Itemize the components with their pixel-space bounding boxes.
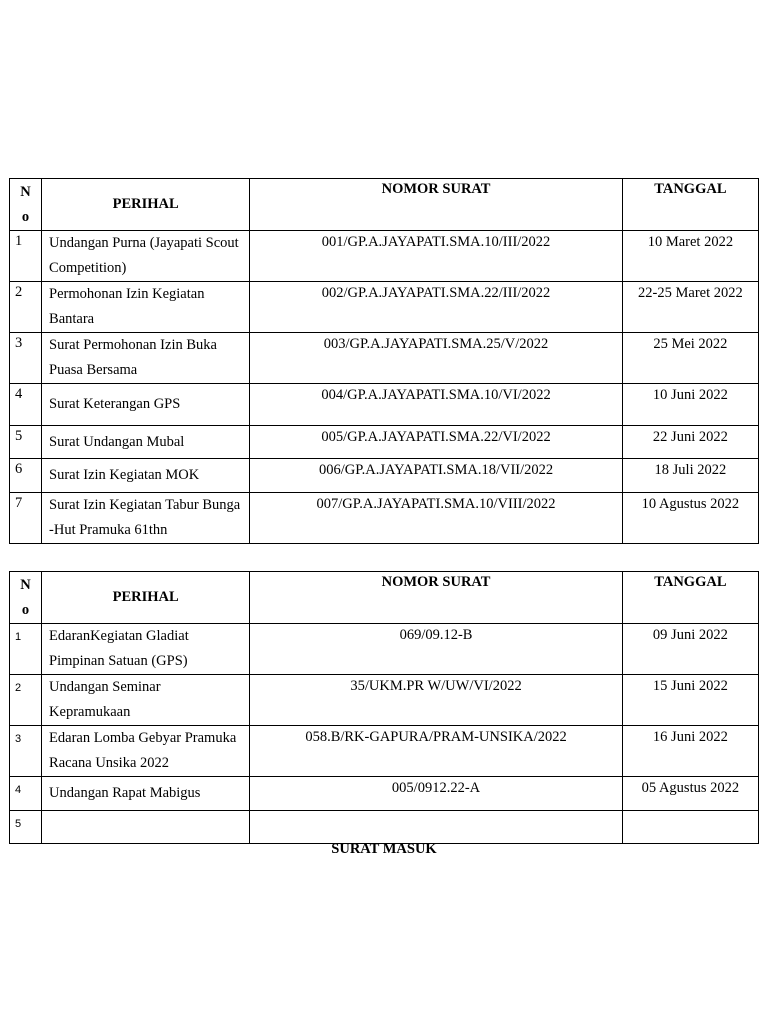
table-row [10, 493, 759, 544]
row-tanggal: 10 Agustus 2022 [622, 493, 758, 544]
table-row [10, 726, 759, 777]
row-nomor-surat: 005/0912.22-A [250, 777, 622, 811]
row-nomor-surat: 001/GP.A.JAYAPATI.SMA.10/III/2022 [250, 231, 622, 282]
table-row [10, 675, 759, 726]
table-caption: SURAT MASUK [331, 841, 437, 857]
row-tanggal: 22 Juni 2022 [622, 426, 758, 459]
header-tanggal: TANGGAL [622, 572, 758, 624]
row-perihal: Edaran Lomba Gebyar Pramuka Racana Unsika 2022 [42, 726, 250, 777]
row-perihal: Surat Keterangan GPS [42, 384, 250, 426]
table-row [10, 811, 759, 844]
row-no: 4 [10, 384, 42, 426]
header-nomor-surat: NOMOR SURAT [250, 572, 622, 624]
row-perihal: Permohonan Izin Kegiatan Bantara [42, 282, 250, 333]
row-perihal: Surat Undangan Mubal [42, 426, 250, 459]
row-tanggal: 25 Mei 2022 [622, 333, 758, 384]
row-perihal: Undangan Purna (Jayapati Scout Competition) [42, 231, 250, 282]
row-tanggal: 18 Juli 2022 [622, 459, 758, 493]
row-tanggal: 15 Juni 2022 [622, 675, 758, 726]
row-no: 5 [10, 811, 42, 844]
header-no [10, 572, 42, 624]
header-no-n: N [20, 577, 31, 593]
header-perihal: PERIHAL [42, 572, 250, 624]
table-row [10, 333, 759, 384]
row-no: 3 [10, 333, 42, 384]
row-perihal: EdaranKegiatan Gladiat Pimpinan Satuan (GPS) [42, 624, 250, 675]
row-tanggal: 10 Maret 2022 [622, 231, 758, 282]
row-nomor-surat: 004/GP.A.JAYAPATI.SMA.10/VI/2022 [250, 384, 622, 426]
table-row [10, 459, 759, 493]
row-perihal: Undangan Rapat Mabigus [42, 777, 250, 811]
row-nomor-surat: 003/GP.A.JAYAPATI.SMA.25/V/2022 [250, 333, 622, 384]
row-nomor-surat: 35/UKM.PR W/UW/VI/2022 [250, 675, 622, 726]
row-tanggal: 10 Juni 2022 [622, 384, 758, 426]
row-no: 5 [10, 426, 42, 459]
row-nomor-surat: 006/GP.A.JAYAPATI.SMA.18/VII/2022 [250, 459, 622, 493]
header-no-o: o [21, 209, 30, 225]
table-row [10, 624, 759, 675]
row-nomor-surat: 002/GP.A.JAYAPATI.SMA.22/III/2022 [250, 282, 622, 333]
header-no-o: o [21, 602, 30, 618]
row-perihal: Undangan Seminar Kepramukaan [42, 675, 250, 726]
row-perihal: Surat Izin Kegiatan MOK [42, 459, 250, 493]
row-no: 1 [10, 231, 42, 282]
row-tanggal: 16 Juni 2022 [622, 726, 758, 777]
row-perihal [42, 811, 250, 844]
table-row [10, 777, 759, 811]
table-row [10, 384, 759, 426]
row-no: 6 [10, 459, 42, 493]
table-header-row [10, 179, 759, 231]
table-row [10, 426, 759, 459]
outgoing-letters-table [9, 178, 759, 544]
row-no: 2 [10, 282, 42, 333]
table-row [10, 231, 759, 282]
row-no: 4 [10, 777, 42, 811]
row-tanggal: 09 Juni 2022 [622, 624, 758, 675]
header-tanggal: TANGGAL [622, 179, 758, 231]
header-perihal: PERIHAL [42, 179, 250, 231]
incoming-letters-table [9, 571, 759, 844]
row-nomor-surat: 069/09.12-B [250, 624, 622, 675]
row-tanggal: 22-25 Maret 2022 [622, 282, 758, 333]
row-no: 2 [10, 675, 42, 726]
row-no: 3 [10, 726, 42, 777]
header-no [10, 179, 42, 231]
row-perihal: Surat Izin Kegiatan Tabur Bunga -Hut Pramuka 61thn [42, 493, 250, 544]
row-nomor-surat [250, 811, 622, 844]
header-no-n: N [20, 184, 31, 200]
table-header-row [10, 572, 759, 624]
row-nomor-surat: 005/GP.A.JAYAPATI.SMA.22/VI/2022 [250, 426, 622, 459]
table-row [10, 282, 759, 333]
row-no: 7 [10, 493, 42, 544]
row-nomor-surat: 058.B/RK-GAPURA/PRAM-UNSIKA/2022 [250, 726, 622, 777]
row-nomor-surat: 007/GP.A.JAYAPATI.SMA.10/VIII/2022 [250, 493, 622, 544]
row-no: 1 [10, 624, 42, 675]
row-tanggal [622, 811, 758, 844]
header-nomor-surat: NOMOR SURAT [250, 179, 622, 231]
row-perihal: Surat Permohonan Izin Buka Puasa Bersama [42, 333, 250, 384]
row-tanggal: 05 Agustus 2022 [622, 777, 758, 811]
